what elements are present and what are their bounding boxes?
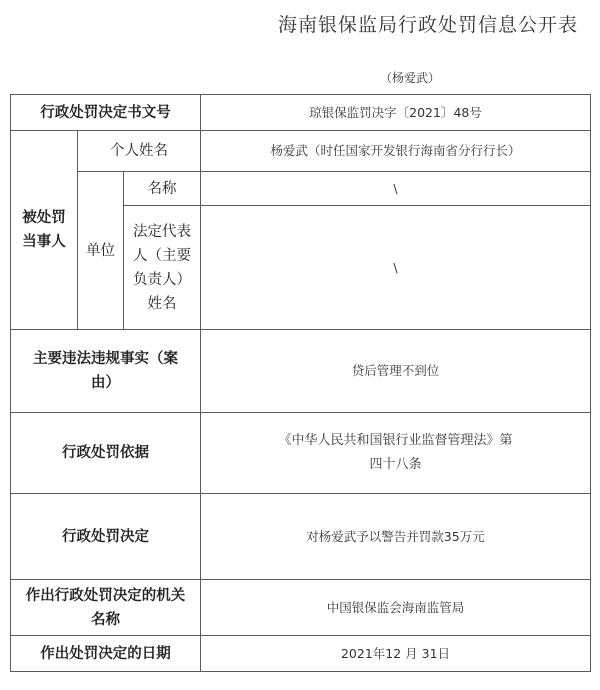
decision-value: 对杨爱武予以警告并罚款35万元 (201, 494, 591, 580)
individual-name-value: 杨爱武（时任国家开发银行海南省分行行长） (201, 131, 591, 172)
unit-name-value: \ (201, 172, 591, 206)
basis-value: 《中华人民共和国银行业监督管理法》第四十八条 (201, 413, 591, 494)
page-title: 海南银保监局行政处罚信息公开表 (277, 14, 578, 36)
unit-label: 单位 (78, 172, 124, 330)
basis-label: 行政处罚依据 (11, 413, 201, 494)
facts-value: 贷后管理不到位 (201, 330, 591, 413)
authority-value: 中国银保监会海南监管局 (201, 580, 591, 636)
decision-no-label: 行政处罚决定书文号 (11, 95, 201, 131)
unit-name-label: 名称 (124, 172, 201, 206)
penalty-info-table (10, 94, 591, 672)
individual-name-label: 个人姓名 (78, 131, 201, 172)
legal-rep-label: 法定代表人（主要负责人）姓名 (124, 206, 201, 330)
legal-rep-value: \ (201, 206, 591, 330)
date-label: 作出处罚决定的日期 (11, 636, 201, 672)
date-value: 2021年12 月 31日 (201, 636, 591, 672)
facts-label: 主要违法违规事实（案由） (11, 330, 201, 413)
decision-label: 行政处罚决定 (11, 494, 201, 580)
decision-no-value: 琼银保监罚决字〔2021〕48号 (201, 95, 591, 131)
page-subtitle: （杨爱武） (379, 71, 440, 85)
authority-label: 作出行政处罚决定的机关名称 (11, 580, 201, 636)
party-label: 被处罚当事人 (11, 131, 78, 330)
